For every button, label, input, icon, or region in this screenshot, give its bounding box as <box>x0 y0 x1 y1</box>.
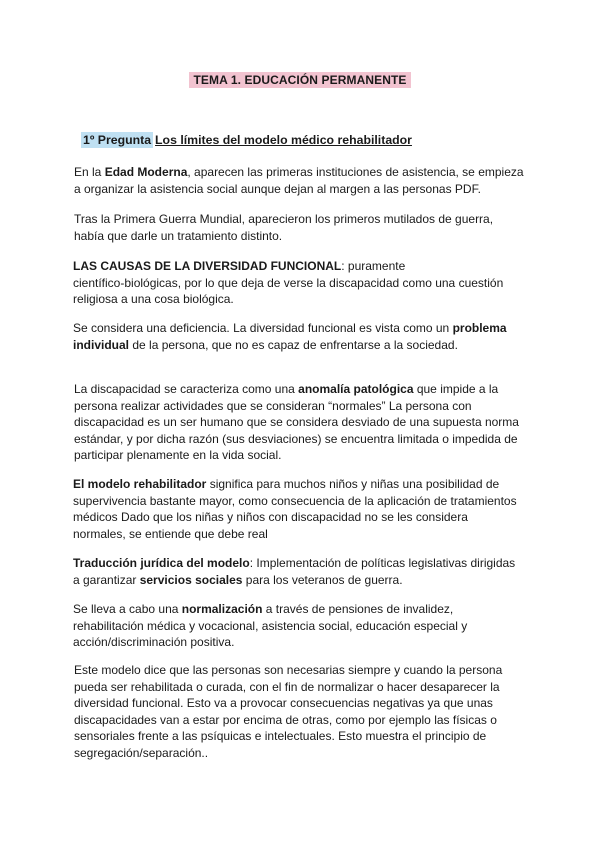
text-span: diversidad funcional. Esto va a provocar consecuencias negativas ya que unas <box>74 696 493 710</box>
text-span: a garantizar <box>73 572 140 587</box>
text-span: significa para muchos niños y niñas una posibilidad de <box>206 477 500 491</box>
bold-span: normalización <box>181 602 263 616</box>
text-span: estándar, y por dicha razón (sus desviaciones) se encuentra limitada o impedida de <box>74 431 518 446</box>
text-span: a través de pensiones de invalidez, <box>262 602 454 616</box>
text-span: científico-biológicas, por lo que deja de verse la discapacidad como una cuestión <box>73 275 504 290</box>
text-span: de la persona, que no es capaz de enfrentarse a la sociedad. <box>129 337 458 352</box>
text-span: En la <box>74 165 105 179</box>
paragraph-este-modelo <box>74 662 502 761</box>
bold-span: LAS CAUSAS DE LA DIVERSIDAD FUNCIONAL <box>73 259 342 273</box>
paragraph-causas <box>73 258 503 308</box>
paragraph-normalizacion <box>73 601 467 651</box>
question-title: Los límites del modelo médico rehabilitador <box>155 133 412 147</box>
text-span: persona realizar actividades que se consideran “normales” La persona con <box>74 398 472 413</box>
paragraph-anomalia <box>74 381 519 464</box>
bold-span: Traducción jurídica del modelo <box>73 556 250 570</box>
text-span: acción/discriminación positiva. <box>73 635 235 649</box>
text-span: discapacidades van a estar por encima de otras, como por ejemplo las físicas o <box>74 712 497 727</box>
text-span: pueda ser rehabilitada o curada, con el fin de normalizar o hacer desaparecer la <box>74 679 500 694</box>
text-span: sensoriales frente a las psíquicas e intelectuales. Esto muestra el principio de <box>74 729 487 743</box>
text-span: normales, se entiende que debe real <box>73 526 268 541</box>
bold-span: Edad Moderna <box>104 165 188 179</box>
bold-span: anomalía patológica <box>298 382 414 396</box>
text-span: Este modelo dice que las personas son necesarias siempre y cuando la persona <box>74 663 503 677</box>
text-span: Se considera una deficiencia. La diversidad funcional es vista como un <box>73 321 453 335</box>
text-span: para los veteranos de guerra. <box>242 572 403 587</box>
text-span: discapacidad es un ser humano que se considera desviado de una supuesta norma <box>74 415 519 429</box>
title-container <box>0 71 600 89</box>
bold-span: El modelo rehabilitador <box>73 477 207 491</box>
paragraph-edad-moderna <box>74 164 524 197</box>
bold-span: individual <box>73 337 130 352</box>
paragraph-deficiencia <box>73 320 507 353</box>
text-span: religiosa a una cosa biológica. <box>73 292 234 306</box>
text-span: médicos Dado que los niñas y niños con discapacidad no se les considera <box>73 510 468 524</box>
question-heading <box>81 133 412 147</box>
text-span: participar plenamente en la vida social. <box>74 448 282 462</box>
text-span: : Implementación de políticas legislativas dirigidas <box>249 556 516 570</box>
paragraph-modelo-rehabilitador <box>73 476 517 542</box>
text-span: Tras la Primera Guerra Mundial, aparecieron los primeros mutilados de guerra, <box>74 212 494 226</box>
text-span: que impide a la <box>413 382 499 396</box>
text-span: : puramente <box>341 259 406 273</box>
text-span: a organizar la asistencia social aunque dejan al margen a las personas PDF. <box>74 181 481 196</box>
bold-span: servicios sociales <box>139 572 243 587</box>
question-label: 1º Pregunta <box>83 133 152 147</box>
paragraph-primera-guerra <box>74 211 493 244</box>
text-span: segregación/separación.. <box>74 745 209 760</box>
text-span: había que darle un tratamiento distinto. <box>74 228 283 243</box>
paragraph-traduccion-juridica <box>73 555 515 588</box>
text-span: , aparecen las primeras instituciones de asistencia, se empieza <box>187 165 524 179</box>
document-title: TEMA 1. EDUCACIÓN PERMANENTE <box>189 72 410 88</box>
bold-span: problema <box>452 321 507 335</box>
text-span: La discapacidad se caracteriza como una <box>74 382 299 396</box>
text-span: Se lleva a cabo una <box>73 602 182 616</box>
text-span: supervivencia bastante mayor, como consecuencia de la aplicación de tratamientos <box>73 493 517 508</box>
text-span: rehabilitación médica y vocacional, asistencia social, educación especial y <box>73 618 468 633</box>
